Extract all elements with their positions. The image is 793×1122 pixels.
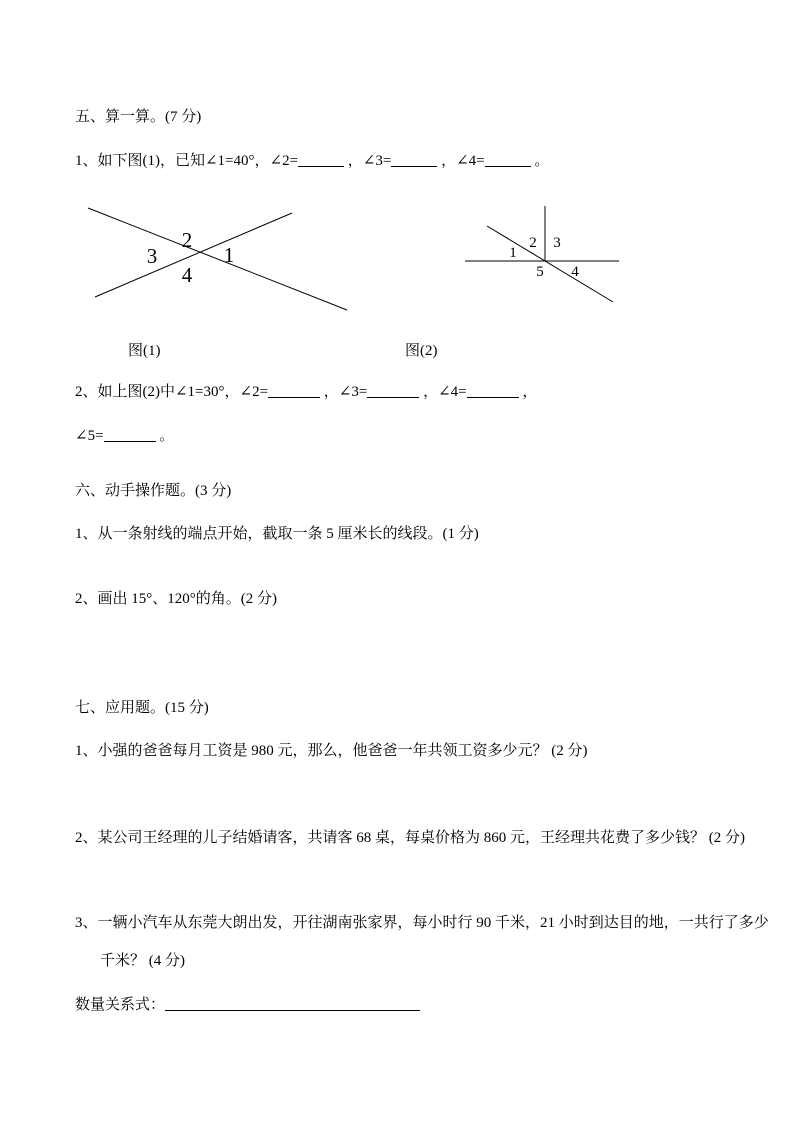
section6-heading: 六、动手操作题。(3 分) bbox=[75, 483, 232, 499]
figure2-caption: 图(2) bbox=[405, 343, 438, 359]
s5q2-text-1: 2、如上图(2)中∠1=30°，∠2= bbox=[75, 384, 269, 400]
s5q1-text-1: 1、如下图(1)，已知∠1=40°，∠2= bbox=[75, 153, 299, 169]
s5q1-text-2: ，∠3= bbox=[344, 153, 392, 169]
fig1-angle-label-2: 2 bbox=[181, 228, 193, 252]
fig1-line-b bbox=[95, 213, 292, 297]
fig1-line-a bbox=[88, 208, 347, 310]
fig2-angle-label-2: 2 bbox=[529, 235, 537, 251]
fig2-angle-label-1: 1 bbox=[509, 245, 517, 261]
section5-q2-line1 bbox=[75, 381, 537, 403]
figure-1-crossing-lines bbox=[88, 208, 347, 310]
relation-formula-line bbox=[75, 994, 420, 1016]
answer-blank-angle5 bbox=[104, 427, 156, 442]
geometry-diagrams bbox=[70, 195, 640, 325]
answer-blank-angle4b bbox=[467, 383, 519, 398]
answer-blank-angle4 bbox=[485, 152, 531, 167]
section7-q1: 1、小强的爸爸每月工资是 980 元，那么，他爸爸一年共领工资多少元？ (2 分) bbox=[75, 743, 588, 759]
section5-heading: 五、算一算。(7 分) bbox=[75, 109, 202, 125]
figure1-caption: 图(1) bbox=[128, 343, 161, 359]
s5q2-text-6: 。 bbox=[155, 428, 175, 444]
answer-blank-angle3b bbox=[367, 383, 419, 398]
answer-blank-angle2 bbox=[298, 152, 344, 167]
s5q2-text-2: ，∠3= bbox=[320, 384, 368, 400]
relation-answer-blank bbox=[165, 996, 420, 1011]
section7-q3-line1: 3、一辆小汽车从东莞大朗出发，开往湖南张家界，每小时行 90 千米，21 小时到达目的地，一共行了多少 bbox=[75, 915, 769, 931]
s5q1-text-4: 。 bbox=[530, 153, 550, 169]
fig2-angle-label-5: 5 bbox=[536, 264, 544, 280]
relation-label: 数量关系式： bbox=[75, 997, 166, 1013]
figure-2-angle-lines bbox=[465, 206, 619, 302]
fig2-slanted-line bbox=[487, 226, 613, 302]
section7-heading: 七、应用题。(15 分) bbox=[75, 700, 209, 716]
s5q2-text-4: ， bbox=[518, 384, 538, 400]
fig2-angle-label-3: 3 bbox=[553, 235, 561, 251]
answer-blank-angle3 bbox=[391, 152, 437, 167]
s5q2-text-3: ，∠4= bbox=[419, 384, 467, 400]
fig2-angle-label-4: 4 bbox=[571, 264, 579, 280]
s5q1-text-3: ，∠4= bbox=[437, 153, 485, 169]
section6-q2: 2、画出 15°、120°的角。(2 分) bbox=[75, 591, 277, 607]
section5-q1 bbox=[75, 150, 549, 172]
fig1-angle-label-3: 3 bbox=[146, 244, 158, 268]
fig1-angle-label-4: 4 bbox=[181, 263, 193, 287]
section7-q2: 2、某公司王经理的儿子结婚请客，共请客 68 桌，每桌价格为 860 元，王经理共花费了多少钱？ (2 分) bbox=[75, 830, 745, 846]
section7-q3-line2: 千米？ (4 分) bbox=[100, 953, 185, 969]
s5q2-text-5: ∠5= bbox=[75, 428, 104, 444]
answer-blank-angle2b bbox=[268, 383, 320, 398]
section5-q2-line2 bbox=[75, 425, 174, 447]
fig1-angle-label-1: 1 bbox=[223, 243, 235, 267]
section6-q1: 1、从一条射线的端点开始，截取一条 5 厘米长的线段。(1 分) bbox=[75, 526, 479, 542]
